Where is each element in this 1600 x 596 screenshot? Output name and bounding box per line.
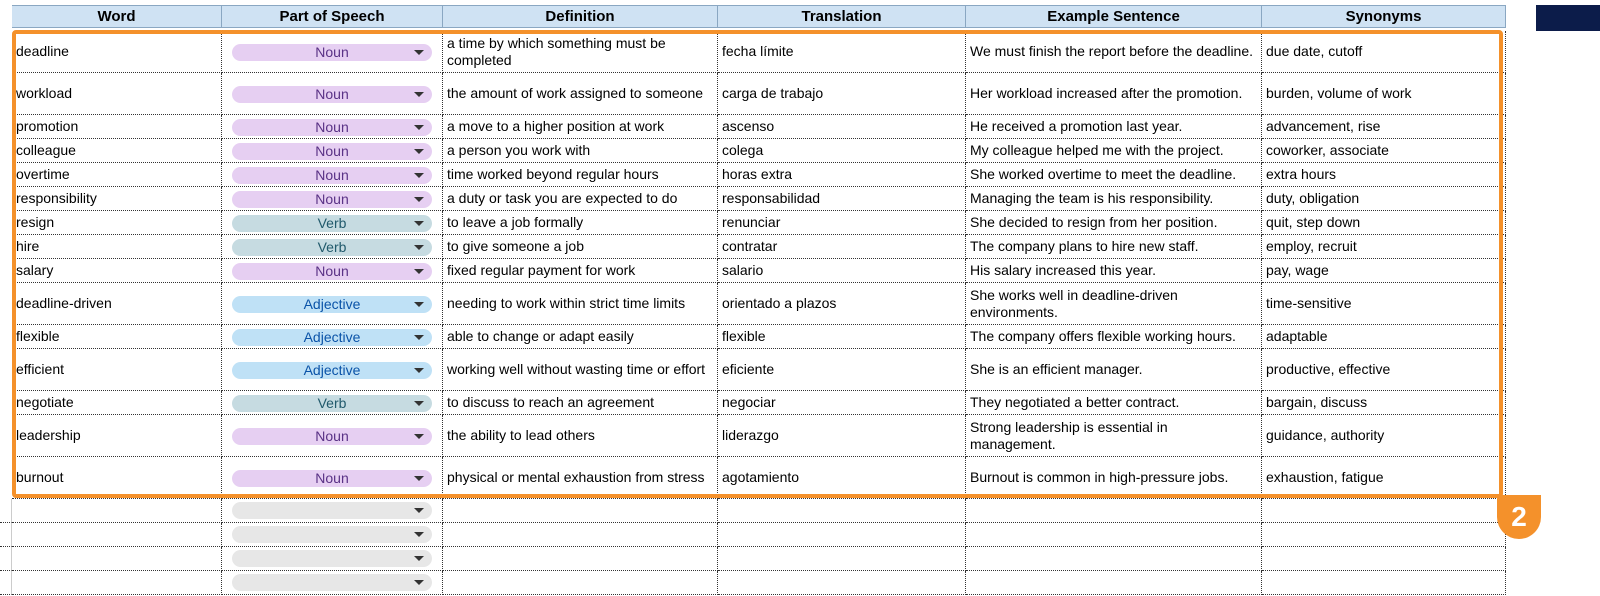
empty-cell[interactable] xyxy=(222,571,443,595)
example-cell[interactable]: She worked overtime to meet the deadline. xyxy=(966,163,1262,187)
example-cell[interactable]: He received a promotion last year. xyxy=(966,115,1262,139)
pos-dropdown-chip[interactable] xyxy=(232,395,432,412)
pos-dropdown-chip[interactable] xyxy=(232,215,432,232)
pos-chip-label: Noun xyxy=(315,143,349,159)
word-cell[interactable]: responsibility xyxy=(12,187,222,211)
pos-dropdown-chip[interactable] xyxy=(232,329,432,346)
pos-dropdown-chip-empty[interactable] xyxy=(232,502,432,519)
word-cell[interactable]: deadline-driven xyxy=(12,283,222,325)
pos-dropdown-chip[interactable] xyxy=(232,239,432,256)
empty-cell[interactable] xyxy=(718,547,966,571)
empty-cell[interactable] xyxy=(12,547,222,571)
pos-chip-label: Verb xyxy=(317,215,347,231)
dropdown-arrow-icon[interactable] xyxy=(414,401,424,406)
definition-cell[interactable]: needing to work within strict time limits xyxy=(443,283,718,325)
word-cell[interactable]: leadership xyxy=(12,415,222,457)
translation-cell[interactable]: carga de trabajo xyxy=(718,73,966,115)
empty-cell[interactable] xyxy=(1262,547,1506,571)
synonyms-cell[interactable]: employ, recruit xyxy=(1262,235,1506,259)
pos-chip-label: Noun xyxy=(315,263,349,279)
definition-cell[interactable]: a person you work with xyxy=(443,139,718,163)
dropdown-arrow-icon[interactable] xyxy=(414,173,424,178)
pos-dropdown-chip[interactable] xyxy=(232,86,432,103)
definition-cell[interactable]: a move to a higher position at work xyxy=(443,115,718,139)
synonyms-cell[interactable]: due date, cutoff xyxy=(1262,31,1506,73)
pos-dropdown-chip[interactable] xyxy=(232,296,432,313)
column-header-word[interactable]: Word xyxy=(12,5,222,28)
dropdown-arrow-icon[interactable] xyxy=(414,92,424,97)
example-cell[interactable]: They negotiated a better contract. xyxy=(966,391,1262,415)
synonyms-cell[interactable]: coworker, associate xyxy=(1262,139,1506,163)
pos-dropdown-chip[interactable] xyxy=(232,428,432,445)
dropdown-arrow-icon[interactable] xyxy=(414,476,424,481)
pos-chip-label: Noun xyxy=(315,470,349,486)
example-cell[interactable]: Strong leadership is essential in management. xyxy=(966,415,1262,457)
example-cell[interactable]: The company offers flexible working hours. xyxy=(966,325,1262,349)
part-of-speech-cell[interactable] xyxy=(222,211,443,235)
word-cell[interactable]: workload xyxy=(12,73,222,115)
definition-cell[interactable]: time worked beyond regular hours xyxy=(443,163,718,187)
empty-cell[interactable] xyxy=(222,523,443,547)
empty-cell[interactable] xyxy=(966,547,1262,571)
part-of-speech-cell[interactable] xyxy=(222,391,443,415)
dropdown-arrow-icon[interactable] xyxy=(414,149,424,154)
step-badge: 2 xyxy=(1497,495,1541,539)
example-cell[interactable]: His salary increased this year. xyxy=(966,259,1262,283)
empty-cell[interactable] xyxy=(966,571,1262,595)
pos-chip-label: Adjective xyxy=(303,362,361,378)
empty-cell[interactable] xyxy=(443,571,718,595)
word-cell[interactable]: flexible xyxy=(12,325,222,349)
translation-cell[interactable]: agotamiento xyxy=(718,457,966,499)
part-of-speech-cell[interactable] xyxy=(222,115,443,139)
part-of-speech-cell[interactable] xyxy=(222,73,443,115)
pos-dropdown-chip[interactable] xyxy=(232,119,432,136)
example-cell[interactable]: The company plans to hire new staff. xyxy=(966,235,1262,259)
part-of-speech-cell[interactable] xyxy=(222,349,443,391)
empty-cell[interactable] xyxy=(718,523,966,547)
dropdown-arrow-icon[interactable] xyxy=(414,197,424,202)
pos-dropdown-chip[interactable] xyxy=(232,470,432,487)
word-cell[interactable]: salary xyxy=(12,259,222,283)
translation-cell[interactable]: contratar xyxy=(718,235,966,259)
pos-chip-label: Adjective xyxy=(303,329,361,345)
synonyms-cell[interactable]: exhaustion, fatigue xyxy=(1262,457,1506,499)
translation-cell[interactable]: horas extra xyxy=(718,163,966,187)
translation-cell[interactable]: responsabilidad xyxy=(718,187,966,211)
synonyms-cell[interactable]: time-sensitive xyxy=(1262,283,1506,325)
pos-dropdown-chip[interactable] xyxy=(232,263,432,280)
empty-cell[interactable] xyxy=(1262,571,1506,595)
empty-cell[interactable] xyxy=(1262,499,1506,523)
empty-cell[interactable] xyxy=(718,571,966,595)
empty-cell[interactable] xyxy=(443,547,718,571)
pos-chip-label: Noun xyxy=(315,86,349,102)
example-cell[interactable]: She is an efficient manager. xyxy=(966,349,1262,391)
column-header-translation[interactable]: Translation xyxy=(718,5,966,28)
translation-cell[interactable]: renunciar xyxy=(718,211,966,235)
dropdown-arrow-icon[interactable] xyxy=(414,302,424,307)
empty-cell[interactable] xyxy=(12,523,222,547)
example-cell[interactable]: Burnout is common in high-pressure jobs. xyxy=(966,457,1262,499)
example-cell[interactable]: She works well in deadline-driven environments. xyxy=(966,283,1262,325)
pos-chip-label: Verb xyxy=(317,239,347,255)
empty-cell[interactable] xyxy=(222,499,443,523)
translation-cell[interactable]: liderazgo xyxy=(718,415,966,457)
translation-cell[interactable]: salario xyxy=(718,259,966,283)
definition-cell[interactable]: to leave a job formally xyxy=(443,211,718,235)
word-cell[interactable]: negotiate xyxy=(12,391,222,415)
empty-cell[interactable] xyxy=(966,523,1262,547)
column-header-definition[interactable]: Definition xyxy=(443,5,718,28)
dropdown-arrow-icon[interactable] xyxy=(414,50,424,55)
pos-chip-label: Noun xyxy=(315,191,349,207)
word-cell[interactable]: burnout xyxy=(12,457,222,499)
pos-dropdown-chip-empty[interactable] xyxy=(232,526,432,543)
definition-cell[interactable]: a time by which something must be completed xyxy=(443,31,718,73)
translation-cell[interactable]: ascenso xyxy=(718,115,966,139)
part-of-speech-cell[interactable] xyxy=(222,259,443,283)
empty-cell[interactable] xyxy=(443,523,718,547)
pos-dropdown-chip[interactable] xyxy=(232,143,432,160)
empty-cell[interactable] xyxy=(222,547,443,571)
word-cell[interactable]: deadline xyxy=(12,31,222,73)
empty-cell[interactable] xyxy=(443,499,718,523)
synonyms-cell[interactable]: duty, obligation xyxy=(1262,187,1506,211)
word-cell[interactable]: efficient xyxy=(12,349,222,391)
part-of-speech-cell[interactable] xyxy=(222,31,443,73)
margin-cell xyxy=(0,499,12,523)
part-of-speech-cell[interactable] xyxy=(222,187,443,211)
part-of-speech-cell[interactable] xyxy=(222,457,443,499)
synonyms-cell[interactable]: extra hours xyxy=(1262,163,1506,187)
synonyms-cell[interactable]: adaptable xyxy=(1262,325,1506,349)
dropdown-arrow-icon[interactable] xyxy=(414,508,424,513)
definition-cell[interactable]: the ability to lead others xyxy=(443,415,718,457)
dropdown-arrow-icon[interactable] xyxy=(414,368,424,373)
example-cell[interactable]: My colleague helped me with the project. xyxy=(966,139,1262,163)
pos-chip-label: Verb xyxy=(317,395,347,411)
synonyms-cell[interactable]: quit, step down xyxy=(1262,211,1506,235)
word-cell[interactable]: promotion xyxy=(12,115,222,139)
column-header-part-of-speech[interactable]: Part of Speech xyxy=(222,5,443,28)
pos-chip-label: Noun xyxy=(315,428,349,444)
empty-cell[interactable] xyxy=(718,499,966,523)
synonyms-cell[interactable]: productive, effective xyxy=(1262,349,1506,391)
example-cell[interactable]: She decided to resign from her position. xyxy=(966,211,1262,235)
word-cell[interactable]: hire xyxy=(12,235,222,259)
example-cell[interactable]: We must finish the report before the deadline. xyxy=(966,31,1262,73)
pos-dropdown-chip[interactable] xyxy=(232,362,432,379)
dropdown-arrow-icon[interactable] xyxy=(414,556,424,561)
pos-chip-label: Noun xyxy=(315,44,349,60)
margin-cell xyxy=(0,571,12,595)
example-cell[interactable]: Managing the team is his responsibility. xyxy=(966,187,1262,211)
dropdown-arrow-icon[interactable] xyxy=(414,221,424,226)
translation-cell[interactable]: flexible xyxy=(718,325,966,349)
part-of-speech-cell[interactable] xyxy=(222,415,443,457)
empty-cell[interactable] xyxy=(12,499,222,523)
translation-cell[interactable]: fecha límite xyxy=(718,31,966,73)
margin-cell xyxy=(0,523,12,547)
dropdown-arrow-icon[interactable] xyxy=(414,125,424,130)
pos-chip-label: Adjective xyxy=(303,296,361,312)
definition-cell[interactable]: to give someone a job xyxy=(443,235,718,259)
word-cell[interactable]: overtime xyxy=(12,163,222,187)
empty-cell[interactable] xyxy=(966,499,1262,523)
synonyms-cell[interactable]: burden, volume of work xyxy=(1262,73,1506,115)
part-of-speech-cell[interactable] xyxy=(222,235,443,259)
translation-cell[interactable]: eficiente xyxy=(718,349,966,391)
definition-cell[interactable]: working well without wasting time or effort xyxy=(443,349,718,391)
synonyms-cell[interactable]: guidance, authority xyxy=(1262,415,1506,457)
column-header-example-sentence[interactable]: Example Sentence xyxy=(966,5,1262,28)
part-of-speech-cell[interactable] xyxy=(222,139,443,163)
translation-cell[interactable]: negociar xyxy=(718,391,966,415)
empty-cell[interactable] xyxy=(1262,523,1506,547)
definition-cell[interactable]: to discuss to reach an agreement xyxy=(443,391,718,415)
pos-dropdown-chip-empty[interactable] xyxy=(232,550,432,567)
synonyms-cell[interactable]: pay, wage xyxy=(1262,259,1506,283)
empty-cell[interactable] xyxy=(12,571,222,595)
dropdown-arrow-icon[interactable] xyxy=(414,434,424,439)
dropdown-arrow-icon[interactable] xyxy=(414,335,424,340)
pos-chip-label: Noun xyxy=(315,167,349,183)
definition-cell[interactable]: fixed regular payment for work xyxy=(443,259,718,283)
word-cell[interactable]: resign xyxy=(12,211,222,235)
definition-cell[interactable]: the amount of work assigned to someone xyxy=(443,73,718,115)
part-of-speech-cell[interactable] xyxy=(222,163,443,187)
example-cell[interactable]: Her workload increased after the promotion. xyxy=(966,73,1262,115)
pos-dropdown-chip-empty[interactable] xyxy=(232,574,432,591)
definition-cell[interactable]: able to change or adapt easily xyxy=(443,325,718,349)
pos-dropdown-chip[interactable] xyxy=(232,167,432,184)
part-of-speech-cell[interactable] xyxy=(222,325,443,349)
translation-cell[interactable]: colega xyxy=(718,139,966,163)
translation-cell[interactable]: orientado a plazos xyxy=(718,283,966,325)
column-header-synonyms[interactable]: Synonyms xyxy=(1262,5,1506,28)
pos-dropdown-chip[interactable] xyxy=(232,191,432,208)
column-header-extra xyxy=(1536,5,1600,31)
synonyms-cell[interactable]: bargain, discuss xyxy=(1262,391,1506,415)
synonyms-cell[interactable]: advancement, rise xyxy=(1262,115,1506,139)
pos-chip-label: Noun xyxy=(315,119,349,135)
dropdown-arrow-icon[interactable] xyxy=(414,532,424,537)
pos-dropdown-chip[interactable] xyxy=(232,44,432,61)
dropdown-arrow-icon[interactable] xyxy=(414,580,424,585)
dropdown-arrow-icon[interactable] xyxy=(414,269,424,274)
dropdown-arrow-icon[interactable] xyxy=(414,245,424,250)
part-of-speech-cell[interactable] xyxy=(222,283,443,325)
margin-cell xyxy=(0,547,12,571)
word-cell[interactable]: colleague xyxy=(12,139,222,163)
definition-cell[interactable]: physical or mental exhaustion from stress xyxy=(443,457,718,499)
definition-cell[interactable]: a duty or task you are expected to do xyxy=(443,187,718,211)
